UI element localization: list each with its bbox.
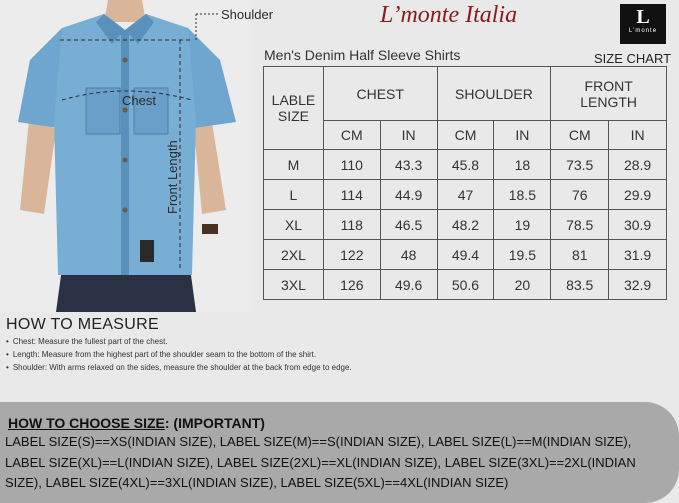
value-cell: 50.6 xyxy=(437,270,494,300)
table-row xyxy=(264,150,667,180)
value-cell: 19 xyxy=(494,210,551,240)
denim-shirt-illustration xyxy=(0,0,250,312)
unit-cell: IN xyxy=(380,121,437,150)
unit-cell: CM xyxy=(551,121,609,150)
size-cell: XL xyxy=(264,210,324,240)
unit-cell: CM xyxy=(437,121,494,150)
value-cell: 81 xyxy=(551,240,609,270)
value-cell: 31.9 xyxy=(609,240,667,270)
size-cell: L xyxy=(264,180,324,210)
value-cell: 78.5 xyxy=(551,210,609,240)
size-conversion-line: SIZE), LABEL SIZE(4XL)==3XL(INDIAN SIZE), LABEL SIZE(5XL)==4XL(INDIAN SIZE) xyxy=(5,475,509,490)
logo-letter: L xyxy=(636,6,650,28)
value-cell: 18 xyxy=(494,150,551,180)
value-cell: 18.5 xyxy=(494,180,551,210)
value-cell: 118 xyxy=(323,210,380,240)
size-chart-table xyxy=(263,66,667,300)
value-cell: 19.5 xyxy=(494,240,551,270)
value-cell: 32.9 xyxy=(609,270,667,300)
value-cell: 48 xyxy=(380,240,437,270)
value-cell: 49.6 xyxy=(380,270,437,300)
table-row xyxy=(264,240,667,270)
table-row xyxy=(264,180,667,210)
header-front-length: FRONT LENGTH xyxy=(551,67,667,121)
size-chart-label: SIZE CHART xyxy=(594,51,672,66)
chart-subtitle: Men's Denim Half Sleeve Shirts xyxy=(264,47,461,63)
value-cell: 122 xyxy=(323,240,380,270)
value-cell: 73.5 xyxy=(551,150,609,180)
value-cell: 48.2 xyxy=(437,210,494,240)
value-cell: 46.5 xyxy=(380,210,437,240)
how-to-choose-title: HOW TO CHOOSE SIZE: (IMPORTANT) xyxy=(8,415,265,431)
shoulder-label: Shoulder xyxy=(221,7,274,22)
list-item: • Length: Measure from the highest part of the shoulder seam to the bottom of the shirt. xyxy=(6,350,352,360)
product-photo xyxy=(0,0,274,312)
value-cell: 83.5 xyxy=(551,270,609,300)
list-item: • Chest: Measure the fullest part of the chest. xyxy=(6,337,352,347)
value-cell: 44.9 xyxy=(380,180,437,210)
value-cell: 30.9 xyxy=(609,210,667,240)
size-cell: M xyxy=(264,150,324,180)
list-item: • Shoulder: With arms relaxed on the sides, measure the shoulder at the back from edge to edge. xyxy=(6,363,352,373)
table-header-row xyxy=(264,67,667,121)
how-to-measure-title: HOW TO MEASURE xyxy=(6,316,159,333)
front-length-label: Front Length xyxy=(165,140,180,214)
value-cell: 126 xyxy=(323,270,380,300)
table-units-row xyxy=(264,121,667,150)
header-chest: CHEST xyxy=(323,67,437,121)
value-cell: 110 xyxy=(323,150,380,180)
how-to-measure-list xyxy=(6,337,352,376)
value-cell: 47 xyxy=(437,180,494,210)
unit-cell: IN xyxy=(494,121,551,150)
header-label-size: LABLE SIZE xyxy=(264,67,324,150)
size-conversion-line: LABEL SIZE(XL)==L(INDIAN SIZE), LABEL SIZE(2XL)==XL(INDIAN SIZE), LABEL SIZE(3XL)==2XL(INDIAN xyxy=(5,455,636,470)
size-cell: 2XL xyxy=(264,240,324,270)
logo-text: L'monte xyxy=(628,28,658,34)
value-cell: 76 xyxy=(551,180,609,210)
value-cell: 114 xyxy=(323,180,380,210)
table-row xyxy=(264,210,667,240)
value-cell: 29.9 xyxy=(609,180,667,210)
value-cell: 43.3 xyxy=(380,150,437,180)
size-conversion-line: LABEL SIZE(S)==XS(INDIAN SIZE), LABEL SIZE(M)==S(INDIAN SIZE), LABEL SIZE(L)==M(INDIAN SIZE), xyxy=(5,434,632,449)
unit-cell: IN xyxy=(609,121,667,150)
brand-logo xyxy=(620,4,666,44)
header-shoulder: SHOULDER xyxy=(437,67,551,121)
chest-label: Chest xyxy=(122,93,156,108)
size-cell: 3XL xyxy=(264,270,324,300)
value-cell: 49.4 xyxy=(437,240,494,270)
value-cell: 20 xyxy=(494,270,551,300)
unit-cell: CM xyxy=(323,121,380,150)
brand-name: L’monte Italia xyxy=(380,2,518,28)
table-row xyxy=(264,270,667,300)
value-cell: 28.9 xyxy=(609,150,667,180)
value-cell: 45.8 xyxy=(437,150,494,180)
